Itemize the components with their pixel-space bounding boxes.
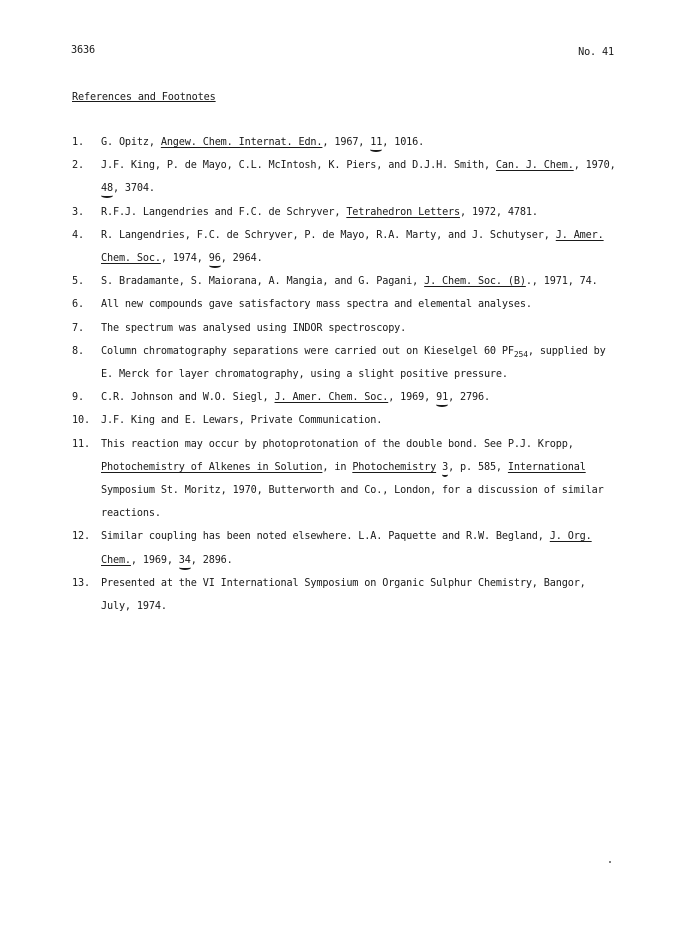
reference-line bbox=[101, 415, 382, 426]
volume-number: 96 bbox=[208, 252, 221, 264]
citation-title: International bbox=[507, 461, 586, 473]
reference-number: 8. bbox=[72, 345, 84, 357]
reference-text: The spectrum was analysed using INDOR spectroscopy. bbox=[101, 322, 407, 334]
reference-number: 5. bbox=[72, 276, 84, 288]
reference-number: 6. bbox=[72, 299, 84, 311]
reference-line bbox=[101, 601, 167, 612]
reference-text: , 1970, bbox=[573, 160, 616, 172]
citation-title: J. Amer. bbox=[555, 229, 604, 241]
reference-text: S. Bradamante, S. Maiorana, A. Mangia, and G. Pagani, bbox=[101, 276, 425, 288]
reference-text: All new compounds gave satisfactory mass spectra and elemental analyses. bbox=[101, 299, 532, 311]
citation-title: Photochemistry bbox=[352, 461, 437, 473]
reference-text: reactions. bbox=[101, 508, 161, 520]
reference-line bbox=[101, 253, 263, 264]
reference-line bbox=[101, 369, 508, 380]
reference-number: 4. bbox=[72, 229, 84, 241]
citation-title: Tetrahedron Letters bbox=[346, 206, 461, 218]
reference-number: 3. bbox=[72, 206, 84, 218]
reference-line bbox=[101, 531, 592, 542]
reference-text: , 2796. bbox=[448, 392, 490, 404]
reference-text: Presented at the VI International Symposium on Organic Sulphur Chemistry, Bangor, bbox=[101, 577, 586, 589]
reference-line bbox=[101, 439, 574, 450]
issue-number: No. 41 bbox=[578, 47, 614, 58]
reference-line bbox=[101, 462, 586, 473]
citation-title: J. Org. bbox=[549, 531, 592, 543]
reference-text: G. Opitz, bbox=[101, 137, 161, 148]
reference-line bbox=[101, 485, 604, 496]
reference-text: , supplied by bbox=[527, 345, 606, 357]
reference-number: 1. bbox=[72, 137, 84, 148]
reference-number: 12. bbox=[72, 531, 90, 543]
reference-text: Similar coupling has been noted elsewhere. L.A. Paquette and R.W. Begland, bbox=[101, 531, 550, 543]
reference-number: 9. bbox=[72, 392, 84, 404]
reference-text: ., 1971, 74. bbox=[525, 276, 598, 288]
citation-title: J. Amer. Chem. Soc. bbox=[274, 392, 389, 404]
citation-title: Can. J. Chem. bbox=[495, 160, 574, 172]
reference-line bbox=[101, 160, 616, 171]
reference-text: 254 bbox=[513, 349, 528, 359]
page-number: 3636 bbox=[71, 45, 95, 56]
reference-line bbox=[101, 508, 161, 519]
reference-number: 2. bbox=[72, 160, 84, 172]
citation-title: J. Chem. Soc. (B) bbox=[424, 276, 526, 288]
reference-text: , 1972, 4781. bbox=[460, 206, 538, 218]
reference-text: R. Langendries, F.C. de Schryver, P. de Mayo, R.A. Marty, and J. Schutyser, bbox=[101, 229, 556, 241]
reference-text: , in bbox=[322, 461, 353, 473]
volume-number: 34 bbox=[178, 554, 191, 566]
reference-text: , 1969, bbox=[130, 554, 179, 566]
scan-speck bbox=[609, 861, 611, 863]
reference-line bbox=[101, 392, 490, 403]
citation-title: Chem. Soc. bbox=[101, 252, 161, 264]
volume-number: 3 bbox=[442, 461, 449, 473]
volume-number: 11 bbox=[370, 137, 383, 148]
reference-line bbox=[101, 183, 155, 194]
volume-number: 91 bbox=[436, 392, 449, 404]
reference-line bbox=[101, 555, 233, 566]
reference-number: 11. bbox=[72, 438, 90, 450]
reference-line bbox=[101, 207, 538, 218]
volume-number: 48 bbox=[101, 183, 113, 195]
reference-line bbox=[101, 578, 586, 589]
reference-text: Column chromatography separations were carried out on Kieselgel 60 PF bbox=[101, 345, 514, 357]
reference-line bbox=[101, 299, 532, 310]
reference-text: E. Merck for layer chromatography, using a slight positive pressure. bbox=[101, 368, 508, 380]
reference-line bbox=[101, 323, 406, 334]
reference-text: J.F. King, P. de Mayo, C.L. McIntosh, K. Piers, and D.J.H. Smith, bbox=[101, 160, 496, 172]
reference-text: , 1974, bbox=[160, 252, 209, 264]
reference-line bbox=[101, 230, 604, 241]
reference-text: , 1016. bbox=[382, 137, 425, 148]
reference-text: , p. 585, bbox=[448, 461, 508, 473]
citation-title: Photochemistry of Alkenes in Solution bbox=[101, 461, 323, 473]
reference-number: 13. bbox=[72, 577, 90, 589]
reference-line bbox=[101, 137, 424, 148]
reference-text: Symposium St. Moritz, 1970, Butterworth and Co., London, for a discussion of similar bbox=[101, 484, 604, 496]
reference-text: , 2964. bbox=[220, 252, 263, 264]
reference-line bbox=[101, 346, 606, 359]
reference-text: July, 1974. bbox=[101, 600, 167, 612]
section-title: References and Footnotes bbox=[72, 92, 216, 103]
citation-title: Chem. bbox=[101, 554, 131, 566]
reference-number: 7. bbox=[72, 322, 84, 334]
reference-text: , 1967, bbox=[322, 137, 371, 148]
reference-text: , 1969, bbox=[388, 392, 437, 404]
reference-line bbox=[101, 276, 598, 287]
reference-text: , 3704. bbox=[112, 183, 155, 195]
reference-text: , 2896. bbox=[190, 554, 233, 566]
citation-title: Angew. Chem. Internat. Edn. bbox=[160, 137, 323, 148]
reference-text: R.F.J. Langendries and F.C. de Schryver, bbox=[101, 206, 347, 218]
reference-number: 10. bbox=[72, 415, 90, 427]
reference-text: J.F. King and E. Lewars, Private Communication. bbox=[101, 415, 383, 427]
reference-text: C.R. Johnson and W.O. Siegl, bbox=[101, 392, 275, 404]
reference-text: This reaction may occur by photoprotonation of the double bond. See P.J. Kropp, bbox=[101, 438, 574, 450]
